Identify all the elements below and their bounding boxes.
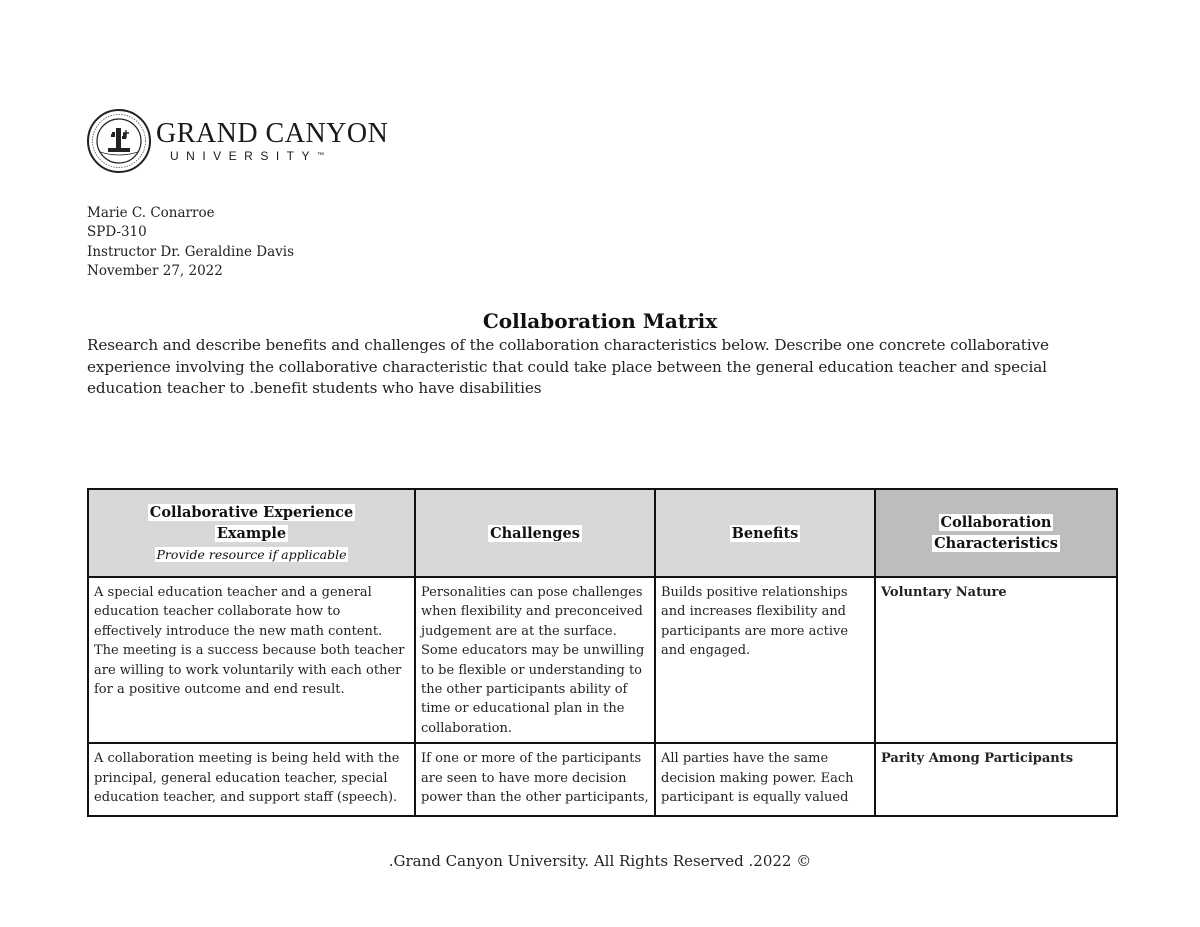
cell-benefits: Builds positive relationships and increases flexibility and participants are more active and engaged.	[655, 577, 875, 743]
table-header-row	[88, 489, 1117, 577]
cell-challenges: If one or more of the participants are seen to have more decision power than the other participants,	[415, 743, 655, 816]
logo-name-line2: UNIVERSITY	[170, 149, 318, 163]
cell-example: A collaboration meeting is being held with the principal, general education teacher, special education teacher, and support staff (speech).	[88, 743, 415, 816]
instructor-name: Instructor Dr. Geraldine Davis	[87, 243, 295, 260]
table-row	[88, 577, 1117, 743]
student-name: Marie C. Conarroe	[87, 205, 215, 221]
cell-benefits: All parties have the same decision making power. Each participant is equally valued	[655, 743, 875, 816]
header-characteristics: Collaboration Characteristics	[875, 489, 1117, 577]
cell-characteristic: Parity Among Participants	[875, 743, 1117, 816]
copyright-footer: .Grand Canyon University. All Rights Reserved .2022 ©	[388, 852, 812, 870]
date: November 27, 2022	[87, 262, 223, 279]
header-challenges: Challenges	[415, 489, 655, 577]
university-logo	[86, 108, 388, 174]
header-example: Collaborative Experience Example Provide resource if applicable	[88, 489, 415, 577]
cell-challenges: Personalities can pose challenges when flexibility and preconceived judgement are at the surface. Some educators may be unwilling to be flexible or understanding to the other participants ability of time or educational plan in the collaboration.	[415, 577, 655, 743]
cell-characteristic: Voluntary Nature	[875, 577, 1117, 743]
header-benefits: Benefits	[655, 489, 875, 577]
cell-example: A special education teacher and a general education teacher collaborate how to effectively introduce the new math content. The meeting is a success because both teacher are willing to work voluntarily with each other for a positive outcome and end result.	[88, 577, 415, 743]
instructions: Research and describe benefits and challenges of the collaboration characteristics below. Describe one concrete collaborative experience involving the collaborative characteristic that could take place between the general education teacher and special education teacher to .benefit students who have disabilities	[87, 336, 1049, 397]
trademark-symbol: ™	[317, 152, 325, 159]
table-row	[88, 743, 1117, 816]
document-title: Collaboration Matrix	[482, 309, 718, 333]
header-info	[87, 204, 294, 281]
university-seal-icon	[86, 108, 152, 174]
collaboration-matrix-table	[87, 488, 1118, 817]
course-code: SPD-310	[87, 224, 147, 241]
logo-name-line1: GRAND CANYON	[156, 118, 389, 149]
